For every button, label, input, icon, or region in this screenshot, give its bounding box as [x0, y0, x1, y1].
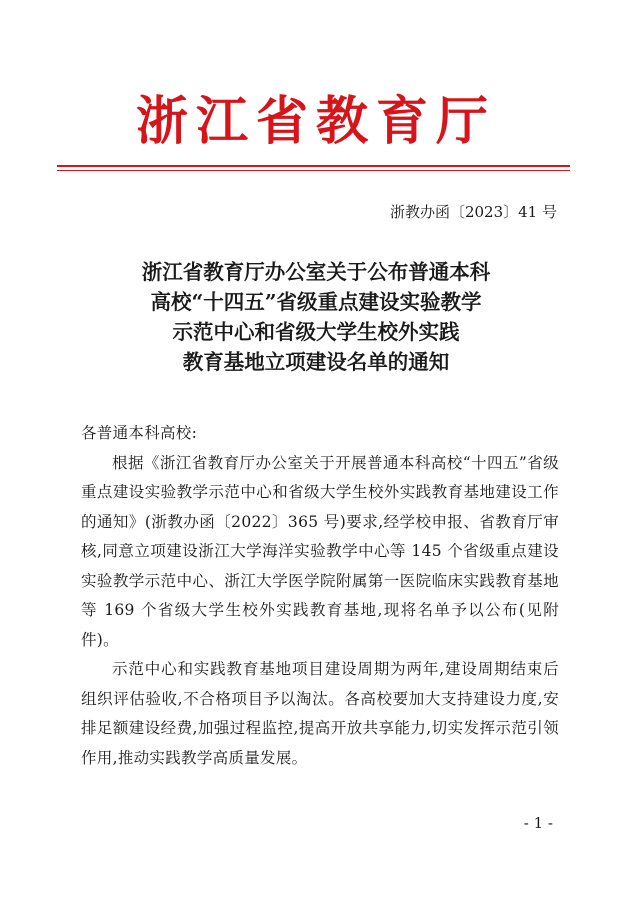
body-paragraph: 示范中心和实践教育基地项目建设周期为两年,建设周期结束后组织评估验收,不合格项目予以淘汰。各高校要加大支持建设力度,安排足额建设经费,加强过程监控,提高开放共享能力,切实发挥示范引领作用,推动实践教学高质量发展。 [81, 660, 559, 767]
body-paragraph: 根据《浙江省教育厅办公室关于开展普通本科高校“十四五”省级重点建设实验教学示范中心和省级大学生校外实践教育基地建设工作的通知》(浙教办函〔2022〕365 号)要求,经学校申报、省教育厅审核,同意立项建设浙江大学海洋实验教学中心等 145 个省级重点建设实验教学示范中心、浙江大学医学院附属第一医院临床实践教育基地等 169 个省级大学生校外实践教育基地,现将名单予以公布(见附件)。 [81, 453, 559, 649]
title-line: 浙江省教育厅办公室关于公布普通本科 [141, 260, 491, 284]
document-body [81, 419, 559, 773]
page-number: - 1 - [523, 814, 553, 832]
document-number: 浙教办函〔2023〕41 号 [389, 203, 557, 221]
document-title [0, 257, 632, 377]
title-line: 高校“十四五”省级重点建设实验教学 [150, 290, 482, 314]
issuing-authority-header: 浙江省教育厅 [135, 91, 496, 152]
red-header-rule [57, 165, 570, 167]
title-line: 教育基地立项建设名单的通知 [182, 350, 450, 374]
title-line: 示范中心和省级大学生校外实践 [172, 320, 460, 344]
salutation: 各普通本科高校: [81, 424, 198, 442]
red-header-rule-thin [57, 170, 570, 171]
